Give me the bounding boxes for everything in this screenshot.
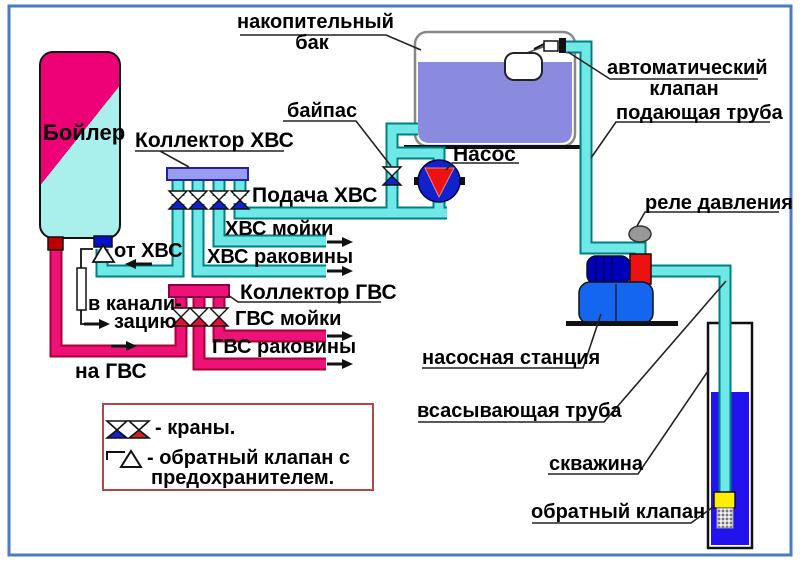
boiler-body: [40, 52, 120, 238]
callout-relay: [637, 212, 779, 226]
storage-tank-label-line1: накопительный: [237, 11, 394, 33]
pressure-relay-icon: [629, 226, 651, 242]
cold-supply-label: Подача ХВС: [252, 184, 378, 207]
pressure-relay-label: реле давления: [645, 192, 793, 214]
callout-supply-pipe: [591, 122, 770, 158]
tap-valve-icon: [210, 308, 228, 326]
callout-bypass: [283, 121, 391, 166]
boiler-label: Бойлер: [43, 120, 126, 145]
bypass-label: байпас: [287, 100, 358, 122]
hot-basins-label: ГВС раковины: [212, 336, 357, 358]
storage-tank-label: [237, 11, 394, 54]
circulation-pump-icon: [414, 160, 465, 202]
float-icon: [505, 53, 542, 80]
well-label: скважина: [549, 453, 643, 475]
legend-check-label-line1: - обратный клапан с: [147, 447, 350, 469]
pump-head: [630, 254, 651, 284]
to-sewer-label-line1: в канали-: [88, 293, 182, 315]
station-stand: [566, 321, 678, 326]
storage-tank-label-line2: бак: [295, 32, 329, 54]
callout-collector-cold: [135, 151, 284, 167]
hot-sinks-label: ГВС мойки: [235, 308, 342, 330]
supply-pipe-label: подающая труба: [616, 102, 783, 124]
arrow-right-icon: [327, 359, 353, 369]
well-check-valve-label: обратный клапан: [531, 501, 706, 523]
drain-line: [81, 310, 84, 324]
tap-valve-icon: [190, 308, 208, 326]
well-check-valve: [714, 492, 735, 528]
suction-pipe-label: всасывающая труба: [417, 400, 622, 422]
auto-valve-stem: [559, 38, 566, 53]
cold-collector-valves: [169, 191, 249, 209]
cold-sinks-label: ХВС мойки: [225, 218, 334, 240]
pump-station-label: насосная станция: [422, 347, 601, 369]
boiler-hot-port: [48, 237, 63, 250]
legend-taps-label: - краны.: [155, 417, 236, 439]
from-cold-label: от ХВС: [114, 240, 183, 262]
auto-valve-label-line2: клапан: [649, 78, 719, 100]
cold-basins-label: ХВС раковины: [207, 246, 354, 268]
cold-collector-label: Коллектор ХВС: [135, 129, 294, 152]
tap-valve-icon: [189, 191, 207, 209]
drain-tube: [77, 268, 86, 310]
to-sewer-label-line2: зацию: [114, 311, 177, 333]
auto-valve-label: [607, 57, 768, 100]
auto-valve-label-line1: автоматический: [607, 57, 768, 79]
tap-valve-icon: [169, 191, 187, 209]
hot-collector-label: Коллектор ГВС: [240, 281, 397, 304]
pump-motor: [587, 256, 630, 284]
boiler: [40, 52, 120, 238]
arrow-right-icon: [84, 319, 110, 329]
legend-check-label-line2: предохранителем.: [151, 467, 335, 489]
pump-label: Насос: [453, 143, 516, 166]
cold-collector-bar: [167, 168, 248, 180]
storage-tank-water: [418, 62, 572, 143]
check-valve-icon: [714, 492, 735, 508]
tap-valve-icon: [210, 191, 228, 209]
to-hot-label: на ГВС: [75, 360, 147, 383]
intake-filter: [717, 508, 733, 528]
auto-valve-body: [544, 41, 558, 51]
tap-valve-icon: [231, 191, 249, 209]
